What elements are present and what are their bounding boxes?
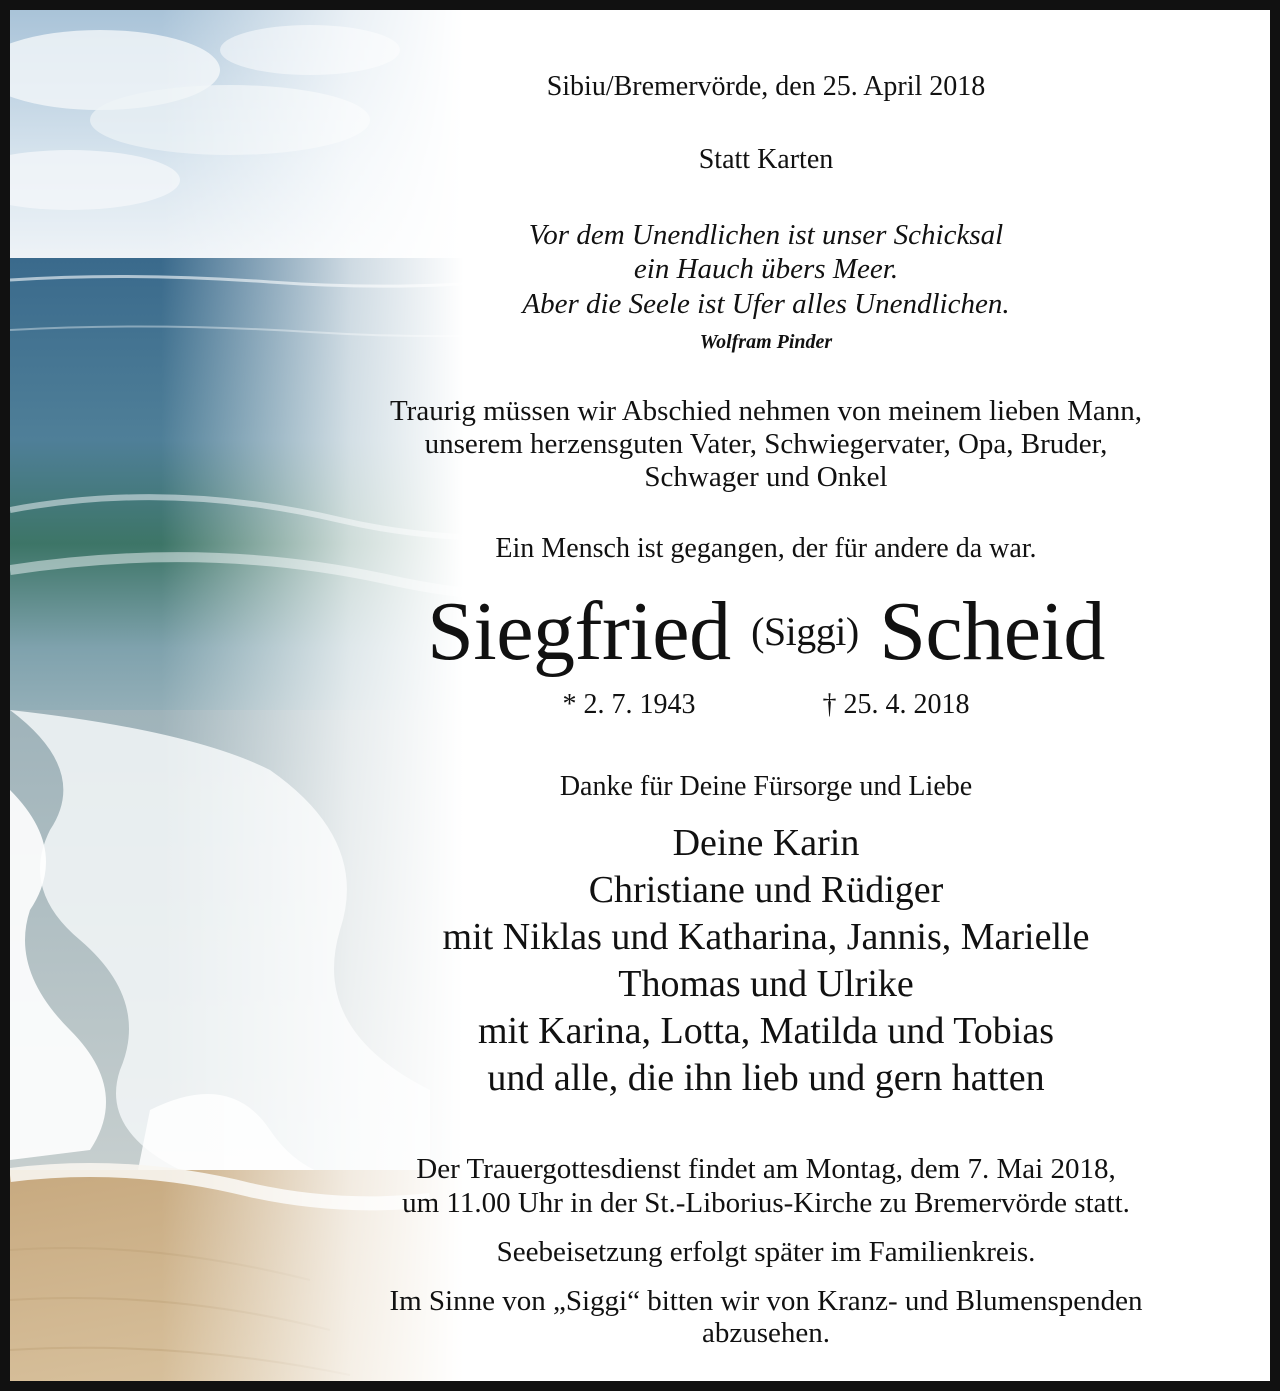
family-line: Thomas und Ulrike xyxy=(618,963,914,1005)
place-and-date: Sibiu/Bremervörde, den 25. April 2018 xyxy=(546,71,986,102)
last-name: Scheid xyxy=(879,585,1105,678)
donation-line: abzusehen. xyxy=(701,1317,831,1349)
donation-line: Im Sinne von „Siggi“ bitten wir von Kranz- und Blumenspenden xyxy=(389,1285,1143,1317)
nickname: (Siggi) xyxy=(751,609,859,654)
family-line: und alle, die ihn lieb und gern hatten xyxy=(487,1057,1045,1099)
family-line: Deine Karin xyxy=(672,822,860,864)
tagline: Ein Mensch ist gegangen, der für andere da war. xyxy=(495,533,1037,564)
intro-line: unserem herzensguten Vater, Schwiegervater, Opa, Bruder, xyxy=(424,428,1108,460)
intro-line: Traurig müssen wir Abschied nehmen von meinem lieben Mann, xyxy=(389,395,1142,427)
obituary-text xyxy=(300,10,1232,1381)
service-line: Der Trauergottesdienst findet am Montag, dem 7. Mai 2018, xyxy=(416,1153,1116,1185)
quote-line: ein Hauch übers Meer. xyxy=(633,253,899,285)
thanks-line: Danke für Deine Fürsorge und Liebe xyxy=(559,771,973,802)
birth-date: * 2. 7. 1943 xyxy=(562,689,696,720)
statt-karten: Statt Karten xyxy=(698,144,834,175)
life-dates xyxy=(300,688,1232,722)
burial-line: Seebeisetzung erfolgt später im Familienkreis. xyxy=(496,1236,1036,1268)
family-line: Christiane und Rüdiger xyxy=(588,869,944,911)
quote-line: Aber die Seele ist Ufer alles Unendlichen. xyxy=(522,288,1010,320)
death-date: † 25. 4. 2018 xyxy=(822,689,970,720)
quote-author: Wolfram Pinder xyxy=(699,331,833,353)
family-line: mit Karina, Lotta, Matilda und Tobias xyxy=(477,1010,1055,1052)
quote-line: Vor dem Unendlichen ist unser Schicksal xyxy=(528,219,1004,251)
intro-line: Schwager und Onkel xyxy=(644,461,888,493)
deceased-name xyxy=(300,586,1232,678)
service-line: um 11.00 Uhr in der St.-Liborius-Kirche zu Bremervörde statt. xyxy=(402,1187,1130,1219)
family-line: mit Niklas und Katharina, Jannis, Marielle xyxy=(442,916,1090,958)
first-name: Siegfried xyxy=(427,585,731,678)
